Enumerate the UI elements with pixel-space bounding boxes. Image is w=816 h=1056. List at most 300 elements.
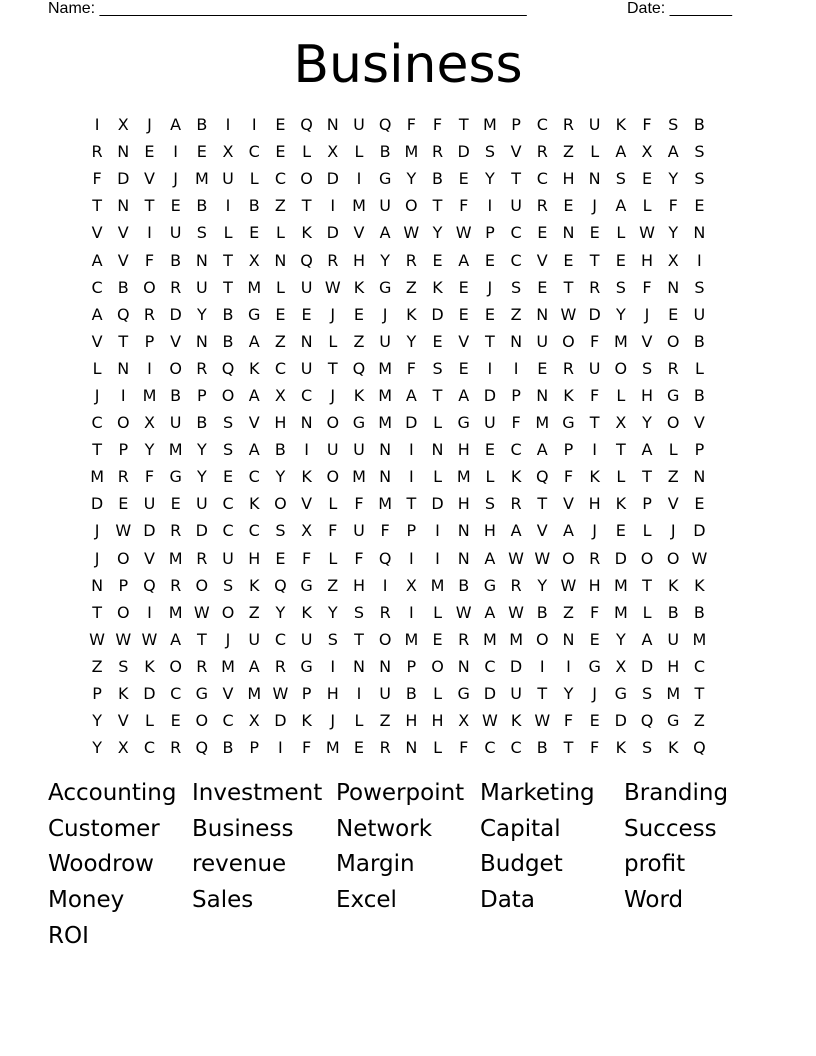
grid-letter: A bbox=[458, 250, 470, 270]
grid-letter: A bbox=[248, 440, 260, 460]
grid-letter: H bbox=[562, 169, 575, 189]
grid-letter: F bbox=[511, 413, 521, 433]
grid-letter: S bbox=[327, 629, 338, 649]
grid-letter: H bbox=[483, 521, 496, 541]
grid-letter: P bbox=[144, 331, 155, 351]
grid-letter: P bbox=[511, 115, 521, 135]
grid-letter: G bbox=[667, 711, 680, 731]
grid-letter: L bbox=[328, 494, 338, 514]
grid-letter: O bbox=[221, 602, 235, 622]
grid-row bbox=[84, 382, 744, 409]
grid-letter: F bbox=[668, 196, 678, 216]
grid-letter: X bbox=[641, 142, 653, 162]
grid-letter: H bbox=[588, 494, 601, 514]
grid-letter: O bbox=[562, 331, 575, 351]
grid-row bbox=[84, 626, 744, 653]
grid-letter: M bbox=[352, 467, 366, 487]
grid-letter: M bbox=[247, 277, 262, 297]
grid-letter: C bbox=[143, 738, 156, 758]
grid-letter: W bbox=[691, 548, 708, 568]
grid-letter: B bbox=[458, 575, 470, 595]
grid-letter: H bbox=[667, 656, 680, 676]
grid-letter: G bbox=[378, 277, 392, 297]
grid-letter: S bbox=[694, 277, 705, 297]
grid-letter: T bbox=[327, 358, 338, 378]
grid-letter: U bbox=[379, 331, 392, 351]
letter-grid bbox=[84, 111, 744, 761]
grid-letter: S bbox=[694, 169, 705, 189]
grid-letter: D bbox=[195, 521, 208, 541]
grid-letter: Y bbox=[668, 169, 679, 189]
grid-letter: E bbox=[537, 277, 548, 297]
grid-letter: C bbox=[248, 467, 260, 487]
grid-letter: C bbox=[248, 142, 260, 162]
grid-letter: K bbox=[615, 115, 627, 135]
grid-letter: X bbox=[405, 575, 417, 595]
word-bank-item: Woodrow bbox=[48, 851, 154, 878]
grid-letter: V bbox=[536, 521, 548, 541]
grid-letter: H bbox=[588, 575, 601, 595]
grid-letter: D bbox=[588, 304, 601, 324]
grid-letter: I bbox=[278, 738, 283, 758]
grid-letter: O bbox=[169, 358, 182, 378]
grid-letter: L bbox=[616, 385, 626, 405]
grid-letter: D bbox=[117, 169, 130, 189]
grid-letter: J bbox=[330, 711, 336, 731]
grid-letter: S bbox=[118, 656, 129, 676]
grid-letter: Z bbox=[248, 602, 260, 622]
grid-letter: T bbox=[301, 196, 312, 216]
grid-letter: U bbox=[300, 629, 313, 649]
grid-letter: R bbox=[510, 494, 522, 514]
grid-letter: E bbox=[641, 169, 653, 189]
grid-letter: U bbox=[326, 440, 339, 460]
grid-letter: A bbox=[248, 385, 260, 405]
grid-letter: G bbox=[248, 304, 261, 324]
grid-letter: A bbox=[170, 629, 182, 649]
grid-letter: I bbox=[120, 385, 126, 405]
grid-letter: M bbox=[142, 385, 157, 405]
grid-letter: I bbox=[251, 115, 257, 135]
grid-letter: S bbox=[222, 440, 234, 460]
grid-row bbox=[84, 355, 744, 382]
grid-letter: N bbox=[457, 548, 470, 568]
grid-letter: K bbox=[563, 385, 574, 405]
grid-letter: T bbox=[511, 169, 521, 189]
grid-letter: O bbox=[535, 629, 549, 649]
grid-letter: C bbox=[222, 494, 234, 514]
grid-letter: E bbox=[563, 250, 574, 270]
grid-letter: M bbox=[666, 684, 681, 704]
grid-letter: L bbox=[642, 602, 652, 622]
grid-letter: N bbox=[117, 196, 130, 216]
grid-letter: P bbox=[642, 494, 652, 514]
grid-letter: E bbox=[170, 494, 181, 514]
grid-letter: K bbox=[248, 575, 260, 595]
grid-letter: R bbox=[379, 602, 391, 622]
grid-letter: E bbox=[589, 223, 600, 243]
grid-letter: D bbox=[509, 656, 523, 676]
grid-letter: W bbox=[272, 684, 289, 704]
grid-letter: J bbox=[225, 629, 231, 649]
grid-letter: F bbox=[590, 602, 600, 622]
grid-letter: F bbox=[92, 169, 102, 189]
grid-letter: J bbox=[644, 304, 650, 324]
grid-letter: M bbox=[535, 413, 550, 433]
grid-letter: I bbox=[435, 521, 440, 541]
word-bank-item: Network bbox=[336, 815, 433, 842]
grid-letter: E bbox=[118, 494, 129, 514]
grid-letter: H bbox=[641, 385, 654, 405]
grid-letter: Y bbox=[275, 602, 286, 622]
grid-letter: G bbox=[300, 656, 313, 676]
grid-letter: C bbox=[510, 250, 522, 270]
word-bank bbox=[48, 776, 788, 954]
grid-letter: H bbox=[248, 548, 261, 568]
grid-letter: M bbox=[247, 684, 262, 704]
grid-letter: F bbox=[459, 738, 469, 758]
grid-letter: Y bbox=[563, 684, 574, 704]
grid-letter: N bbox=[195, 331, 208, 351]
grid-letter: A bbox=[641, 440, 653, 460]
grid-letter: O bbox=[666, 548, 680, 568]
grid-letter: F bbox=[432, 115, 443, 135]
grid-letter: V bbox=[222, 684, 234, 704]
grid-letter: L bbox=[145, 711, 154, 731]
grid-letter: L bbox=[354, 142, 364, 162]
word-bank-item: Customer bbox=[48, 815, 160, 842]
grid-letter: D bbox=[640, 656, 654, 676]
grid-letter: M bbox=[613, 602, 628, 622]
grid-letter: M bbox=[168, 548, 183, 568]
grid-letter: Z bbox=[405, 277, 417, 297]
grid-letter: L bbox=[433, 413, 442, 433]
grid-letter: Q bbox=[116, 304, 130, 324]
grid-letter: O bbox=[300, 169, 313, 189]
grid-letter: R bbox=[431, 142, 444, 162]
grid-letter: F bbox=[328, 521, 338, 541]
grid-letter: D bbox=[693, 521, 706, 541]
word-bank-item: Excel bbox=[336, 887, 397, 914]
grid-letter: L bbox=[302, 142, 312, 162]
grid-letter: T bbox=[223, 250, 233, 270]
grid-letter: A bbox=[641, 629, 653, 649]
word-bank-item: Powerpoint bbox=[336, 780, 465, 806]
grid-letter: I bbox=[356, 169, 362, 189]
grid-letter: G bbox=[483, 575, 497, 595]
grid-letter: E bbox=[484, 250, 495, 270]
grid-letter: N bbox=[326, 115, 339, 135]
grid-letter: N bbox=[536, 304, 549, 324]
grid-letter: N bbox=[588, 169, 601, 189]
grid-letter: Q bbox=[195, 738, 209, 758]
grid-letter: E bbox=[275, 115, 286, 135]
grid-letter: E bbox=[484, 304, 495, 324]
grid-letter: O bbox=[274, 494, 287, 514]
grid-letter: R bbox=[143, 304, 156, 324]
grid-letter: J bbox=[94, 521, 100, 541]
grid-letter: L bbox=[92, 358, 102, 378]
grid-letter: O bbox=[195, 575, 209, 595]
grid-letter: S bbox=[615, 277, 626, 297]
grid-letter: E bbox=[589, 711, 600, 731]
grid-letter: D bbox=[169, 304, 182, 324]
word-bank-item: Data bbox=[480, 887, 535, 914]
grid-letter: N bbox=[562, 629, 575, 649]
grid-letter: Y bbox=[406, 331, 417, 351]
grid-row bbox=[84, 490, 744, 517]
grid-letter: R bbox=[117, 467, 129, 487]
grid-letter: M bbox=[194, 169, 209, 189]
grid-letter: N bbox=[117, 358, 130, 378]
grid-letter: O bbox=[143, 277, 156, 297]
grid-letter: U bbox=[195, 494, 208, 514]
word-bank-item: Capital bbox=[480, 815, 561, 842]
grid-letter: J bbox=[382, 304, 388, 324]
grid-letter: F bbox=[144, 250, 155, 270]
grid-letter: C bbox=[510, 738, 522, 758]
grid-letter: J bbox=[94, 385, 100, 405]
grid-letter: Z bbox=[274, 331, 286, 351]
grid-letter: O bbox=[562, 548, 575, 568]
grid-letter: A bbox=[667, 142, 679, 162]
grid-letter: A bbox=[562, 521, 574, 541]
grid-letter: K bbox=[248, 358, 260, 378]
grid-letter: F bbox=[301, 738, 312, 758]
grid-letter: K bbox=[301, 223, 312, 243]
grid-letter: I bbox=[147, 358, 152, 378]
grid-letter: H bbox=[274, 413, 287, 433]
grid-letter: M bbox=[509, 629, 523, 649]
grid-row bbox=[84, 274, 744, 301]
grid-letter: A bbox=[510, 521, 522, 541]
grid-letter: D bbox=[90, 494, 104, 514]
grid-letter: L bbox=[642, 521, 652, 541]
grid-letter: L bbox=[223, 223, 233, 243]
grid-letter: L bbox=[433, 684, 442, 704]
grid-letter: N bbox=[379, 656, 392, 676]
grid-letter: S bbox=[511, 277, 522, 297]
grid-letter: T bbox=[563, 277, 574, 297]
grid-letter: U bbox=[510, 684, 522, 704]
grid-letter: N bbox=[300, 413, 313, 433]
grid-letter: H bbox=[405, 711, 418, 731]
grid-letter: X bbox=[143, 413, 155, 433]
grid-row bbox=[84, 463, 744, 490]
grid-letter: T bbox=[406, 494, 417, 514]
grid-letter: U bbox=[222, 169, 234, 189]
grid-letter: F bbox=[406, 115, 416, 135]
grid-letter: F bbox=[563, 711, 574, 731]
grid-letter: K bbox=[353, 385, 365, 405]
grid-letter: G bbox=[457, 684, 470, 704]
grid-row bbox=[84, 680, 744, 707]
grid-letter: R bbox=[196, 548, 208, 568]
grid-letter: I bbox=[147, 223, 152, 243]
grid-letter: Y bbox=[615, 304, 626, 324]
grid-letter: W bbox=[115, 521, 132, 541]
grid-letter: O bbox=[326, 413, 340, 433]
grid-letter: O bbox=[431, 656, 444, 676]
grid-letter: Q bbox=[378, 548, 392, 568]
grid-letter: S bbox=[432, 358, 443, 378]
grid-letter: R bbox=[274, 656, 286, 676]
grid-letter: O bbox=[116, 413, 130, 433]
grid-letter: D bbox=[431, 494, 444, 514]
grid-letter: I bbox=[487, 196, 493, 216]
grid-letter: J bbox=[592, 684, 598, 704]
grid-row bbox=[84, 409, 744, 436]
grid-letter: U bbox=[353, 521, 365, 541]
grid-letter: E bbox=[301, 304, 312, 324]
word-bank-item: Success bbox=[624, 815, 717, 842]
grid-letter: D bbox=[431, 304, 444, 324]
grid-letter: B bbox=[693, 115, 705, 135]
grid-letter: C bbox=[510, 223, 522, 243]
grid-letter: T bbox=[196, 629, 207, 649]
grid-letter: Q bbox=[221, 358, 235, 378]
grid-letter: Y bbox=[196, 467, 207, 487]
grid-letter: Y bbox=[196, 304, 207, 324]
grid-letter: U bbox=[379, 196, 392, 216]
grid-letter: X bbox=[248, 250, 260, 270]
grid-letter: C bbox=[301, 385, 313, 405]
grid-letter: E bbox=[249, 223, 260, 243]
grid-letter: K bbox=[248, 494, 260, 514]
grid-letter: A bbox=[170, 115, 182, 135]
grid-letter: S bbox=[222, 413, 234, 433]
grid-letter: B bbox=[405, 684, 417, 704]
grid-letter: X bbox=[615, 656, 627, 676]
grid-letter: N bbox=[457, 521, 470, 541]
grid-letter: L bbox=[433, 467, 442, 487]
grid-letter: Y bbox=[485, 169, 495, 189]
grid-letter: B bbox=[222, 304, 234, 324]
grid-letter: R bbox=[327, 250, 339, 270]
grid-letter: M bbox=[430, 575, 445, 595]
grid-row bbox=[84, 165, 744, 192]
grid-letter: U bbox=[353, 440, 365, 460]
grid-letter: W bbox=[534, 711, 551, 731]
grid-letter: W bbox=[481, 711, 498, 731]
grid-letter: B bbox=[693, 385, 705, 405]
grid-row bbox=[84, 246, 744, 273]
grid-letter: J bbox=[330, 304, 336, 324]
grid-letter: L bbox=[328, 331, 338, 351]
grid-letter: C bbox=[536, 115, 548, 135]
grid-letter: V bbox=[693, 413, 705, 433]
grid-letter: L bbox=[433, 738, 442, 758]
grid-letter: C bbox=[274, 629, 286, 649]
grid-letter: T bbox=[537, 494, 548, 514]
grid-letter: K bbox=[301, 467, 312, 487]
grid-letter: F bbox=[459, 196, 469, 216]
grid-letter: R bbox=[589, 277, 601, 297]
grid-letter: D bbox=[483, 684, 497, 704]
grid-letter: E bbox=[458, 304, 469, 324]
grid-letter: L bbox=[275, 277, 285, 297]
grid-letter: Z bbox=[693, 711, 705, 731]
grid-letter: T bbox=[642, 575, 652, 595]
grid-letter: W bbox=[639, 223, 655, 243]
grid-letter: G bbox=[457, 413, 470, 433]
grid-letter: M bbox=[221, 656, 235, 676]
grid-row bbox=[84, 111, 744, 138]
grid-letter: P bbox=[485, 223, 495, 243]
grid-letter: V bbox=[667, 494, 679, 514]
grid-letter: V bbox=[353, 223, 365, 243]
grid-letter: A bbox=[248, 331, 260, 351]
grid-letter: A bbox=[536, 440, 548, 460]
grid-letter: M bbox=[378, 494, 393, 514]
grid-letter: M bbox=[404, 142, 419, 162]
grid-letter: B bbox=[196, 196, 208, 216]
grid-letter: B bbox=[432, 169, 444, 189]
word-bank-item: ROI bbox=[48, 922, 89, 949]
word-bank-item: Marketing bbox=[480, 780, 595, 806]
grid-letter: S bbox=[615, 169, 626, 189]
grid-letter: O bbox=[666, 413, 680, 433]
grid-letter: M bbox=[168, 440, 183, 460]
grid-letter: T bbox=[563, 738, 574, 758]
grid-letter: E bbox=[275, 304, 286, 324]
grid-letter: P bbox=[694, 440, 705, 460]
grid-letter: X bbox=[327, 142, 339, 162]
grid-letter: S bbox=[641, 358, 653, 378]
grid-letter: B bbox=[248, 196, 260, 216]
grid-letter: L bbox=[668, 440, 678, 460]
grid-row bbox=[84, 436, 744, 463]
grid-letter: X bbox=[222, 142, 234, 162]
grid-letter: I bbox=[356, 684, 362, 704]
grid-letter: Z bbox=[353, 331, 365, 351]
word-bank-item: profit bbox=[624, 851, 686, 878]
grid-letter: R bbox=[510, 575, 522, 595]
grid-letter: W bbox=[508, 602, 524, 622]
grid-letter: J bbox=[670, 521, 676, 541]
grid-letter: R bbox=[170, 738, 182, 758]
grid-letter: G bbox=[169, 467, 182, 487]
grid-letter: L bbox=[485, 467, 495, 487]
grid-letter: B bbox=[222, 331, 234, 351]
grid-letter: R bbox=[405, 250, 417, 270]
grid-letter: F bbox=[642, 115, 652, 135]
grid-letter: D bbox=[143, 521, 156, 541]
grid-letter: B bbox=[693, 602, 705, 622]
grid-letter: V bbox=[91, 223, 103, 243]
grid-letter: S bbox=[668, 115, 679, 135]
grid-letter: T bbox=[92, 440, 102, 460]
grid-letter: H bbox=[457, 494, 470, 514]
grid-letter: B bbox=[117, 277, 129, 297]
grid-letter: Q bbox=[300, 250, 313, 270]
grid-letter: F bbox=[642, 277, 652, 297]
grid-letter: L bbox=[590, 142, 600, 162]
grid-letter: U bbox=[484, 413, 496, 433]
grid-letter: R bbox=[170, 521, 182, 541]
grid-letter: J bbox=[487, 277, 493, 297]
grid-letter: R bbox=[562, 358, 575, 378]
grid-letter: J bbox=[330, 385, 336, 405]
grid-letter: A bbox=[484, 548, 496, 568]
grid-letter: Q bbox=[300, 115, 313, 135]
grid-letter: S bbox=[641, 738, 653, 758]
grid-letter: T bbox=[354, 629, 364, 649]
grid-letter: P bbox=[118, 440, 129, 460]
grid-letter: L bbox=[616, 223, 626, 243]
grid-letter: G bbox=[614, 684, 628, 704]
grid-letter: O bbox=[326, 467, 340, 487]
